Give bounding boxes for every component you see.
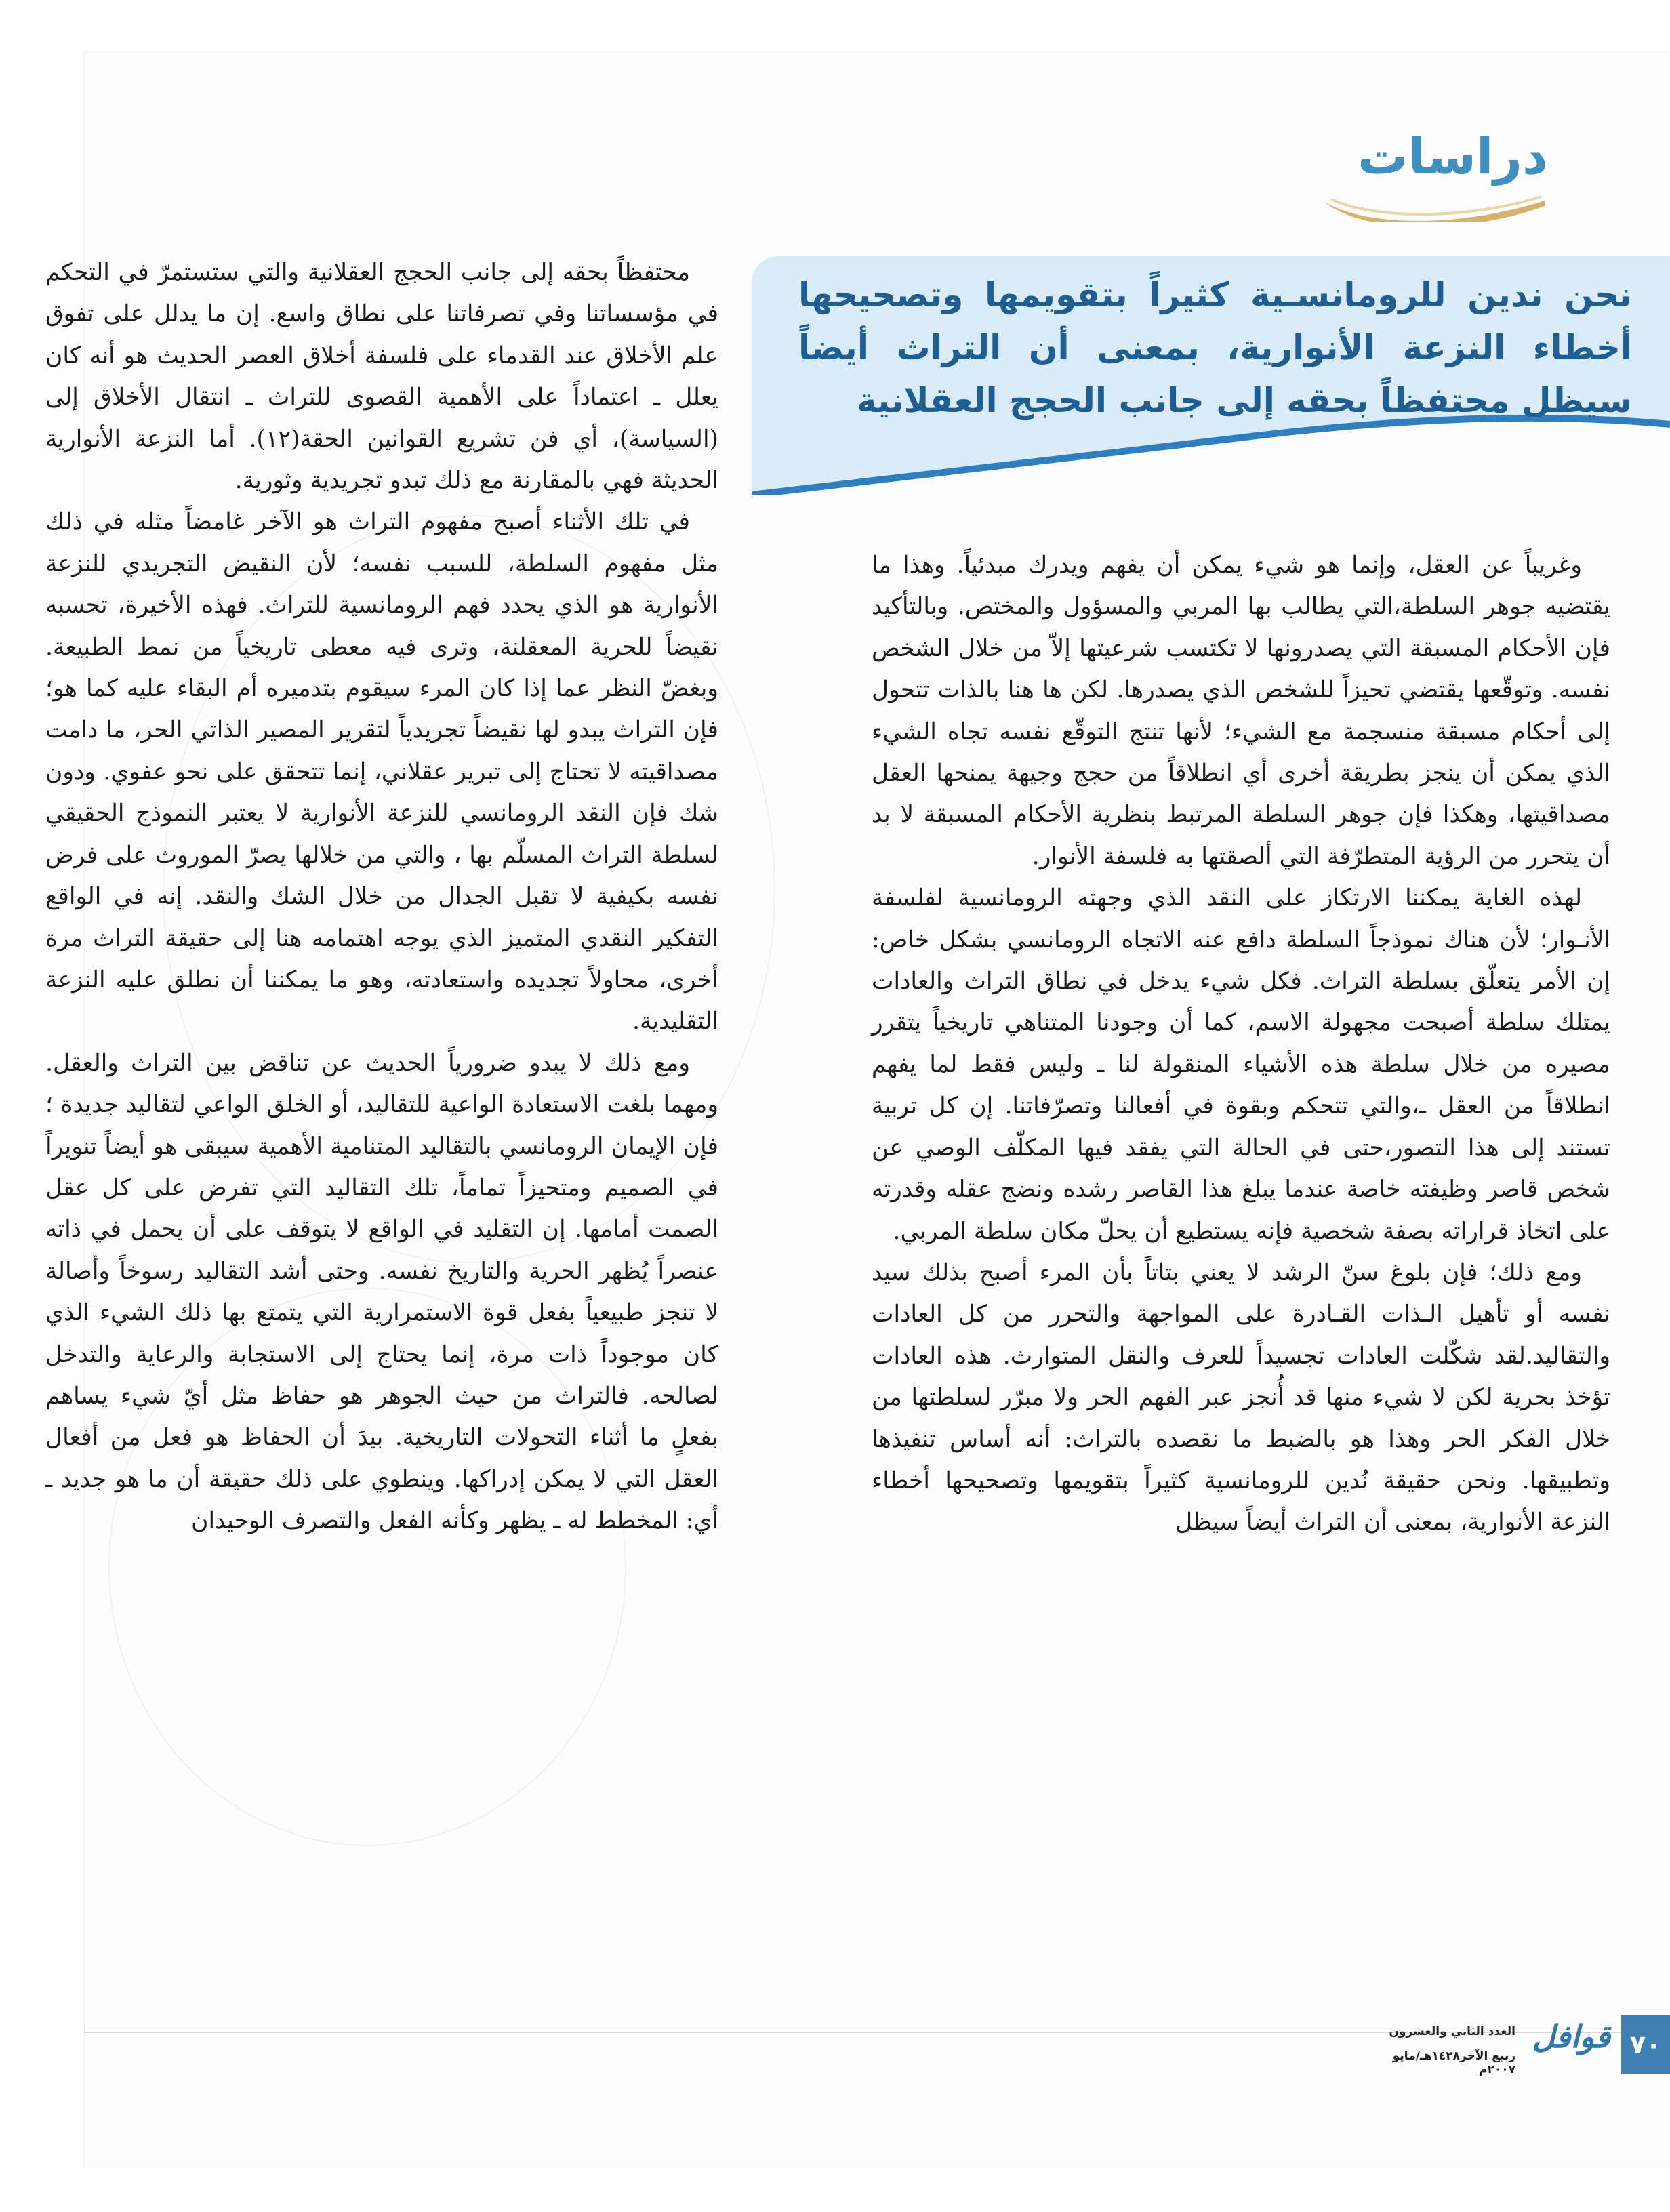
paragraph: محتفظاً بحقه إلى جانب الحجج العقلانية والتي ستستمرّ في التحكم في مؤسساتنا وفي تصرفاتنا على نطاق واسع. إن ما يدلل على تفوق علم الأخلاق عند القدماء على فلسفة أخلاق العصر الحديث هو أنه كان يعلل ـ اعتماداً على الأهمية القصوى للتراث ـ انتقال الأخلاق إلى (السياسة)، أي فن تشريع القوانين الحقة(١٢). أما النزعة الأنوارية الحديثة فهي بالمقارنة مع ذلك تبدو تجريدية وثورية. xyxy=(45,259,718,495)
section-title: دراسات xyxy=(1358,127,1548,186)
magazine-logo: قوافل xyxy=(1532,2018,1610,2055)
paragraph: ومع ذلك؛ فإن بلوغ سنّ الرشد لا يعني بتاتاً بأن المرء أصبح بذلك سيد نفسه أو تأهيل الـذات القـادرة على المواجهة والتحرر من كل العادات والتقاليد.لقد شكّلت العادات تجسيداً للعرف والنقل المتوارث. هذه العادات تؤخذ بحرية لكن لا شيء منها قد أُنجز عبر الفهم الحر ولا مبرّر لسلطتها من خلال الفكر الحر وهذا هو بالضبط ما نقصده بالتراث: أنه أساس تنفيذها وتطبيقها. ونحن حقيقة نُدين للرومانسية كثيراً بتقويمها وتصحيحها أخطاء النزعة الأنوارية، بمعنى أن التراث أيضاً سيظل xyxy=(872,1258,1610,1536)
paragraph: لهذه الغاية يمكننا الارتكاز على النقد الذي وجهته الرومانسية لفلسفة الأنـوار؛ لأن هناك نموذجاً السلطة دافع عنه الاتجاه الرومانسي بشكل خاص: إن الأمر يتعلّق بسلطة التراث. فكل شيء يدخل في نطاق التراث والعادات يمتلك سلطة أصبحت مجهولة الاسم، كما أن وجودنا المتناهي تاريخياً يتقرر مصيره من خلال سلطة هذه الأشياء المنقولة لنا ـ وليس فقط لما يفهم انطلاقاً من العقل ـ،والتي تتحكم وبقوة في أفعالنا وتصرّفاتنا. إن كل تربية تستند إلى هذا التصور،حتى في الحالة التي يفقد فيها المكلّف الوصي عن شخص قاصر وظيفته خاصة عندما يبلغ هذا القاصر رشده ونضج عقله وقدرته على اتخاذ قراراته بصفة شخصية فإنه يستطيع أن يحلّ مكان سلطة المربي. xyxy=(872,884,1610,1245)
body-column-right xyxy=(872,545,1610,1544)
issue-number: العدد الثاني والعشرون xyxy=(1389,2025,1515,2039)
pull-quote-text: نحن ندين للرومانسـية كثيراً بتقويمها وتصحيحها أخطاء النزعة الأنوارية، بمعنى أن التراث أيضاً سيظل محتفظاً بحقه إلى جانب الحجج العقلانية xyxy=(798,275,1632,420)
issue-date: ربيع الآخر١٤٢٨هـ/مايو ٢٠٠٧م xyxy=(1392,2049,1515,2076)
section-swoosh-graphic xyxy=(1318,161,1548,222)
pull-quote xyxy=(752,256,1670,495)
page-number: ٧٠ xyxy=(1621,2015,1670,2074)
body-column-left xyxy=(45,252,718,1542)
section-header xyxy=(1318,127,1548,222)
paragraph: وغريباً عن العقل، وإنما هو شيء يمكن أن يفهم ويدرك مبدئياً. وهذا ما يقتضيه جوهر السلطة،التي يطالب بها المربي والمسؤول والمختص. وبالتأكيد فإن الأحكام المسبقة التي يصدرونها لا تكتسب شرعيتها إلاّ من خلال الشخص نفسه. وتوقّعها يقتضي تحيزاً للشخص الذي يصدرها. لكن ها هنا بالذات تتحول إلى أحكام مسبقة منسجمة مع الشيء؛ لأنها تنتج التوقّع نفسه تجاه الشيء الذي يمكن أن ينجز بطريقة أخرى أي انطلاقاً من حجج وجيهة يمنحها العقل مصداقيتها، وهكذا فإن جوهر السلطة المرتبط بنظرية الأحكام المسبقة لا بد أن يتحرر من الرؤية المتطرّفة التي ألصقتها به فلسفة الأنوار. xyxy=(872,552,1610,870)
page-footer xyxy=(1351,2015,1670,2081)
paragraph: في تلك الأثناء أصبح مفهوم التراث هو الآخر غامضاً مثله في ذلك مثل مفهوم السلطة، للسبب نفسه؛ لأن النقيض التجريدي للنزعة الأنوارية هو الذي يحدد فهم الرومانسية للتراث. فهذه الأخيرة، تحسبه نقيضاً للحرية المعقلنة، وترى فيه معطى تاريخياً من نمط الطبيعة. وبغضّ النظر عما إذا كان المرء سيقوم بتدميره أم البقاء عليه كما هو؛ فإن التراث يبدو لها نقيضاً تجريدياً لتقرير المصير الذاتي الحر، ما دامت مصداقيته لا تحتاج إلى تبرير عقلاني، إنما تتحقق على نحو عفوي. ودون شك فإن النقد الرومانسي للنزعة الأنوارية لا يعتبر النموذج الحقيقي لسلطة التراث المسلّم بها ، والتي من خلالها يصرّ الموروث على فرض نفسه بكيفية لا تقبل الجدال من خلال الشك والنقد. إنه في الواقع التفكير النقدي المتميز الذي يوجه اهتمامه هنا إلى حقيقة التراث مرة أخرى، محاولاً تجديده واستعادته، وهو ما يمكننا أن نطلق عليه النزعة التقليدية. xyxy=(45,508,718,1036)
paragraph: ومع ذلك لا يبدو ضرورياً الحديث عن تناقض بين التراث والعقل. ومهما بلغت الاستعادة الواعية للتقاليد، أو الخلق الواعي لتقاليد جديدة ؛ فإن الإيمان الرومانسي بالتقاليد المتنامية الأهمية سيبقى هو أيضاً تنويراً في الصميم ومتحيزاً تماماً، تلك التقاليد التي تفرض على كل عقل الصمت أمامها. إن التقليد في الواقع لا يتوقف على أن يحمل في ذاته عنصراً يُظهر الحرية والتاريخ نفسه. وحتى أشد التقاليد رسوخاً وأصالة لا تنجز طبيعياً بفعل قوة الاستمرارية التي يتمتع بها ذلك الشيء الذي كان موجوداً ذات مرة، إنما يحتاج إلى الاستجابة والرعاية والتدخل لصالحه. فالتراث من حيث الجوهر هو حفاظ مثل أيّ شيء يساهم بفعلٍ ما أثناء التحولات التاريخية. بيدَ أن الحفاظ هو فعل من أفعال العقل التي لا يمكن إدراكها. وينطوي على ذلك حقيقة أن ما هو جديد ـ أي: المخطط له ـ يظهر وكأنه الفعل والتصرف الوحيدان xyxy=(45,1049,718,1535)
